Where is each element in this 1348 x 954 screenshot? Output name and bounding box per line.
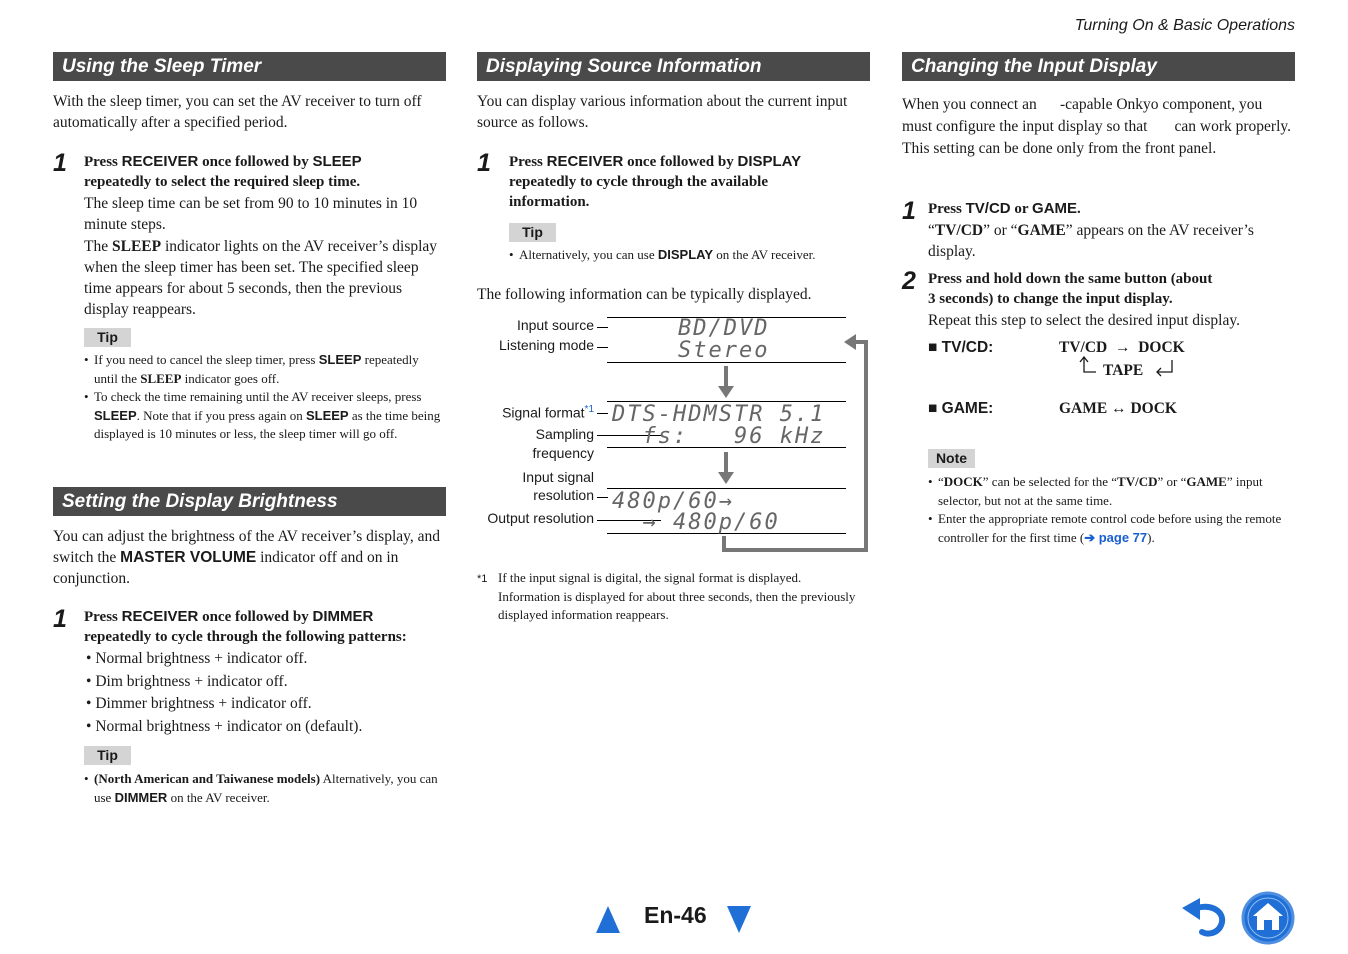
next-page-triangle-icon[interactable] [727,906,751,934]
tip-label: Tip [509,223,556,242]
sleep-tips [84,351,444,444]
brightness-patterns [86,648,446,738]
tip-label: Tip [84,746,131,765]
return-arrow-icon [1154,358,1176,378]
sleep-step-para1: The sleep time can be set from 90 to 10 minutes in 10 minute steps. [84,195,418,233]
game-label: ■ GAME: [928,400,994,417]
back-arrow-icon[interactable] [1180,896,1230,940]
section-title-sleep-timer: Using the Sleep Timer [53,52,446,81]
lcd-line-listening-mode: Stereo [678,338,770,363]
section-title-input-display: Changing the Input Display [902,52,1295,81]
label-input-signal: Input signal [522,469,594,485]
list-item: • Enter the appropriate remote control code before using the remote controller for the first time (➔ page 77). [928,510,1290,547]
return-arrow-icon [1078,356,1098,378]
tvcd-sequence: TV/CD → DOCK [1059,339,1185,356]
step-number: 1 [53,149,67,177]
label-listening-mode: Listening mode [499,337,594,353]
section-title-source-info: Displaying Source Information [477,52,870,81]
page-number: En-46 [644,902,707,928]
footnote-mark: *1 [477,573,488,585]
label-input-source: Input source [516,317,594,333]
lcd-line-sampling: fs: 96 kHz [612,424,826,449]
brightness-tips [84,770,444,807]
input-display-step1-title: Press TV/CD or GAME. [928,200,1081,217]
tvcd-tape: TAPE [1103,362,1144,379]
list-item: • Dim brightness + indicator off. [86,672,288,690]
list-item: • “DOCK” can be selected for the “TV/CD” or “GAME” input selector, but not at the same time. [928,473,1290,510]
source-following-text: The following information can be typically displayed. [477,286,812,303]
input-display-step2-title: Press and hold down the same button (about 3 seconds) to change the input display. [928,271,1213,307]
prev-page-triangle-icon[interactable] [596,906,620,934]
leader-line [597,327,608,328]
sleep-step-para2: The SLEEP indicator lights on the AV receiver’s display when the sleep timer has been set. The specified sleep time appears for about 5 seconds, then the previous display reappears. [84,238,438,318]
source-tips [509,246,869,265]
list-item: • (North American and Taiwanese models) Alternatively, you can use DIMMER on the AV receiver. [84,770,444,807]
label-sampling: Sampling [535,426,594,442]
note-label: Note [928,449,975,468]
game-sequence: GAME ↔ DOCK [1059,400,1177,417]
sleep-intro: With the sleep timer, you can set the AV receiver to turn off automatically after a specified period. [53,93,422,131]
label-output-resolution: Output resolution [487,510,594,526]
list-item: • Normal brightness + indicator on (default). [86,717,363,735]
brightness-step-title: Press RECEIVER once followed by DIMMER repeatedly to cycle through the following patterns: [84,608,407,645]
input-display-notes [928,473,1290,547]
page-77-link[interactable]: ➔ page 77 [1084,529,1148,545]
list-item: • If you need to cancel the sleep timer, press SLEEP repeatedly until the SLEEP indicator goes off. [84,351,444,388]
list-item: • Normal brightness + indicator off. [86,650,308,667]
input-display-step1-body: “TV/CD” or “GAME” appears on the AV receiver’s display. [928,222,1254,260]
lcd-line-output-resolution: → 480p/60 [612,510,780,535]
list-item: • To check the time remaining until the AV receiver sleeps, press SLEEP. Note that if you press again on SLEEP as the time being displayed is 10 minutes or less, the sleep timer will go off. [84,388,444,444]
tip-label: Tip [84,328,131,347]
step-number: 2 [902,267,916,295]
brightness-intro: You can adjust the brightness of the AV receiver’s display, and switch the MASTER VOLUME indicator off and on in conjunction. [53,528,441,587]
step-number: 1 [477,149,491,177]
tvcd-label: ■ TV/CD: [928,339,994,356]
running-header: Turning On & Basic Operations [1074,17,1295,34]
sleep-step-title: Press RECEIVER once followed by SLEEP repeatedly to select the required sleep time. [84,153,362,190]
display-cycle-arrows-icon [600,330,880,560]
lcd-line-input-resolution: 480p/60→ [612,489,734,514]
source-intro: You can display various information about the current input source as follows. [477,93,848,131]
list-item: • Alternatively, you can use DISPLAY on the AV receiver. [509,246,869,265]
lcd-line-input-source: BD/DVD [678,316,770,341]
section-title-display-brightness: Setting the Display Brightness [53,487,446,516]
home-icon[interactable] [1241,891,1295,945]
footnote: If the input signal is digital, the signal format is displayed. Information is displayed for about three seconds, then the previously displayed information reappears. [498,570,856,622]
label-signal-format: Signal format$^{*1}$ [502,404,594,421]
label-resolution: resolution [533,487,594,503]
lcd-line-signal-format: DTS-HDMSTR 5.1 [612,402,826,427]
list-item: • Dimmer brightness + indicator off. [86,695,312,712]
source-step-title: Press RECEIVER once followed by DISPLAY repeatedly to cycle through the available information. [509,153,802,210]
input-display-intro: When you connect an -capable Onkyo component, you must configure the input display so that can work properly. This setting can be done only from the front panel. [902,96,1291,157]
step-number: 1 [53,605,67,633]
label-frequency: frequency [532,445,594,461]
input-display-step2-body: Repeat this step to select the desired input display. [928,312,1240,329]
step-number: 1 [902,197,916,225]
